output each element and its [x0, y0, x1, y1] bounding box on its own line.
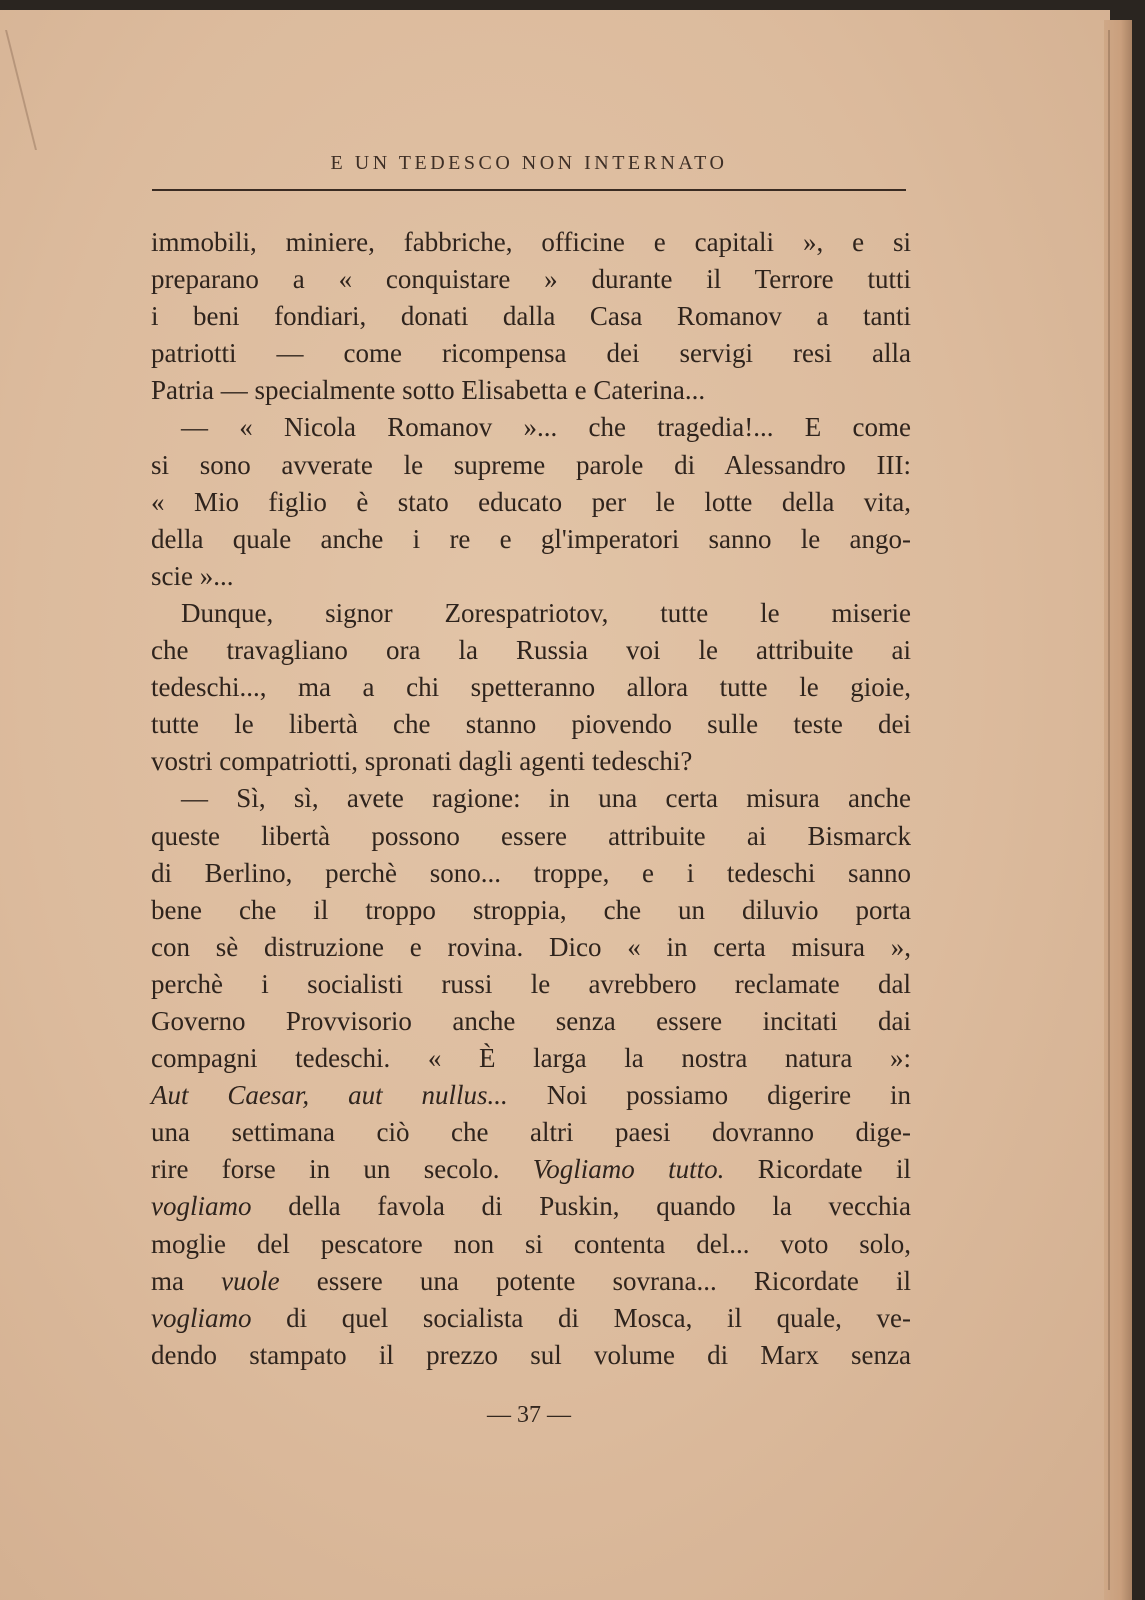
italic-phrase: Aut Caesar, aut nullus...	[151, 1080, 508, 1111]
body-text	[151, 224, 911, 1374]
text-line: moglie del pescatore non si contenta del... voto solo,	[151, 1228, 911, 1259]
text-line: si sono avverate le supreme parole di Alessandro III:	[151, 449, 911, 480]
italic-phrase: Vogliamo tutto.	[532, 1154, 725, 1185]
italic-phrase: vuole	[221, 1265, 280, 1296]
text-line: vostri compatriotti, spronati dagli agenti tedeschi?	[151, 746, 693, 777]
header-rule	[152, 189, 906, 191]
text-line: Governo Provvisorio anche senza essere incitati dai	[151, 1005, 911, 1036]
running-head: E UN TEDESCO NON INTERNATO	[330, 152, 728, 174]
text-line	[151, 1188, 911, 1225]
binding-line	[1108, 30, 1110, 1590]
text-run: rire forse in un secolo.	[151, 1154, 533, 1185]
text-line: « Mio figlio è stato educato per le lotte della vita,	[151, 486, 911, 517]
text-line: dendo stampato il prezzo sul volume di Marx senza	[151, 1339, 911, 1370]
text-line	[151, 1263, 911, 1300]
text-line: immobili, miniere, fabbriche, officine e capitali », e si	[151, 227, 911, 257]
text-line: di Berlino, perchè sono... troppe, e i tedeschi sanno	[151, 857, 911, 888]
text-line: una settimana ciò che altri paesi dovranno dige-	[151, 1117, 911, 1148]
text-line: perchè i socialisti russi le avrebbero reclamate dal	[151, 968, 911, 999]
page-crease	[5, 30, 97, 150]
text-run: ma	[151, 1265, 222, 1296]
text-run: Ricordate il	[724, 1154, 911, 1185]
text-run: della favola di Puskin, quando la vecchia	[251, 1191, 911, 1222]
text-line: bene che il troppo stroppia, che un diluvio porta	[151, 894, 911, 925]
text-line: queste libertà possono essere attribuite ai Bismarck	[151, 820, 911, 851]
text-line: Patria — specialmente sotto Elisabetta e Caterina...	[151, 375, 706, 406]
text-line: tedeschi..., ma a chi spetteranno allora tutte le gioie,	[151, 672, 911, 703]
italic-phrase: vogliamo	[151, 1191, 252, 1222]
text-run: di quel socialista di Mosca, il quale, ve-	[251, 1302, 911, 1333]
text-line	[151, 1077, 911, 1114]
text-line: Dunque, signor Zorespatriotov, tutte le miserie	[181, 597, 911, 628]
text-line: — « Nicola Romanov »... che tragedia!... E come	[181, 412, 911, 443]
text-line	[151, 1151, 911, 1188]
text-line: tutte le libertà che stanno piovendo sulle teste dei	[151, 709, 911, 740]
text-line: patriotti — come ricompensa dei servigi resi alla	[151, 338, 911, 369]
page-number: — 37 —	[487, 1402, 571, 1428]
text-line: che travagliano ora la Russia voi le attribuite ai	[151, 635, 911, 666]
text-line: — Sì, sì, avete ragione: in una certa misura anche	[181, 783, 911, 814]
text-run: essere una potente sovrana... Ricordate il	[279, 1265, 911, 1296]
italic-phrase: vogliamo	[151, 1302, 252, 1333]
text-line: con sè distruzione e rovina. Dico « in certa misura »,	[151, 931, 911, 962]
text-line: della quale anche i re e gl'imperatori sanno le ango-	[151, 523, 911, 554]
text-line	[151, 1300, 911, 1337]
text-run: Noi possiamo digerire in	[507, 1080, 911, 1111]
text-line: scie »...	[151, 560, 234, 591]
book-page	[0, 10, 1110, 1600]
text-line: preparano a « conquistare » durante il Terrore tutti	[151, 264, 911, 295]
text-line: i beni fondiari, donati dalla Casa Romanov a tanti	[151, 301, 911, 332]
text-line: compagni tedeschi. « È larga la nostra natura »:	[151, 1043, 911, 1074]
